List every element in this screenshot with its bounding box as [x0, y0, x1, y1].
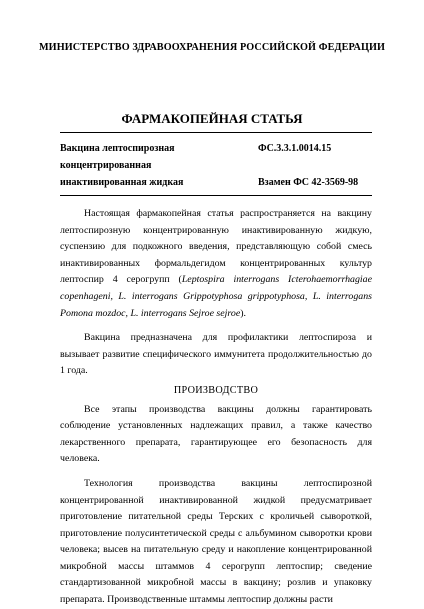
vaccine-name-block — [60, 140, 250, 191]
vaccine-name-line: инактивированная жидкая — [60, 177, 184, 188]
intro-tail: ). — [240, 307, 246, 319]
section-heading: ПРОИЗВОДСТВО — [173, 384, 259, 396]
production-paragraph: Технология производства вакцины лептоспирозной концентрированной инактивированной жидкой предусматривает приготовление питательной среды Терских с кроличьей сывороткой, приготовление полусинтетической среды с альбумином сыворотки крови человека; высев на питательную среду и накопление концентрированной микробной массы штаммов 4 серогрупп лептоспир; сведение стандартизованной микробной массы в вакцину; розлив и упаковку препарата. Производственные штаммы лептоспир должны расти — [60, 477, 372, 606]
production-paragraph: Все этапы производства вакцины должны гарантировать соблюдение установленных надлежащих правил, а также качество лекарственного препарата, гарантирующее его безопасность для человека. — [60, 403, 372, 465]
header-divider-bottom — [60, 195, 372, 196]
ministry-header: МИНИСТЕРСТВО ЗДРАВООХРАНЕНИЯ РОССИЙСКОЙ ФЕДЕРАЦИИ — [38, 42, 386, 53]
article-code-block — [258, 140, 372, 191]
vaccine-name-line: Вакцина лептоспирозная — [60, 143, 175, 154]
vaccine-name-line: концентрированная — [60, 160, 152, 171]
document-title: ФАРМАКОПЕЙНАЯ СТАТЬЯ — [121, 111, 303, 126]
intro-text: Настоящая фармакопейная статья распространяется на вакцину лептоспирозную концентрированную инактивированную жидкую, суспензию для подкожного введения, представляющую собой смесь инактивированных формальдегидом концентрированных культур лептоспир 4 серогрупп ( — [60, 208, 372, 286]
intro-paragraph — [60, 206, 372, 322]
header-divider-top — [60, 132, 372, 133]
meta-spacer — [258, 157, 372, 174]
article-body — [60, 206, 372, 609]
replaces-note: Взамен ФС 42-3569-98 — [258, 177, 359, 188]
article-code: ФС.3.3.1.0014.15 — [258, 143, 332, 154]
strain-names: Leptospira interrogans Icterohaemorrhagiae copenhageni, L. interrogans Grippotyphosa grippotyphosa, L. interrogans Pomona mozdoc, L. interrogans Sejroe sejroe — [60, 274, 372, 319]
purpose-paragraph: Вакцина предназначена для профилактики лептоспироза и вызывает развитие специфического иммунитета продолжительностью до 1 года. — [60, 332, 372, 377]
